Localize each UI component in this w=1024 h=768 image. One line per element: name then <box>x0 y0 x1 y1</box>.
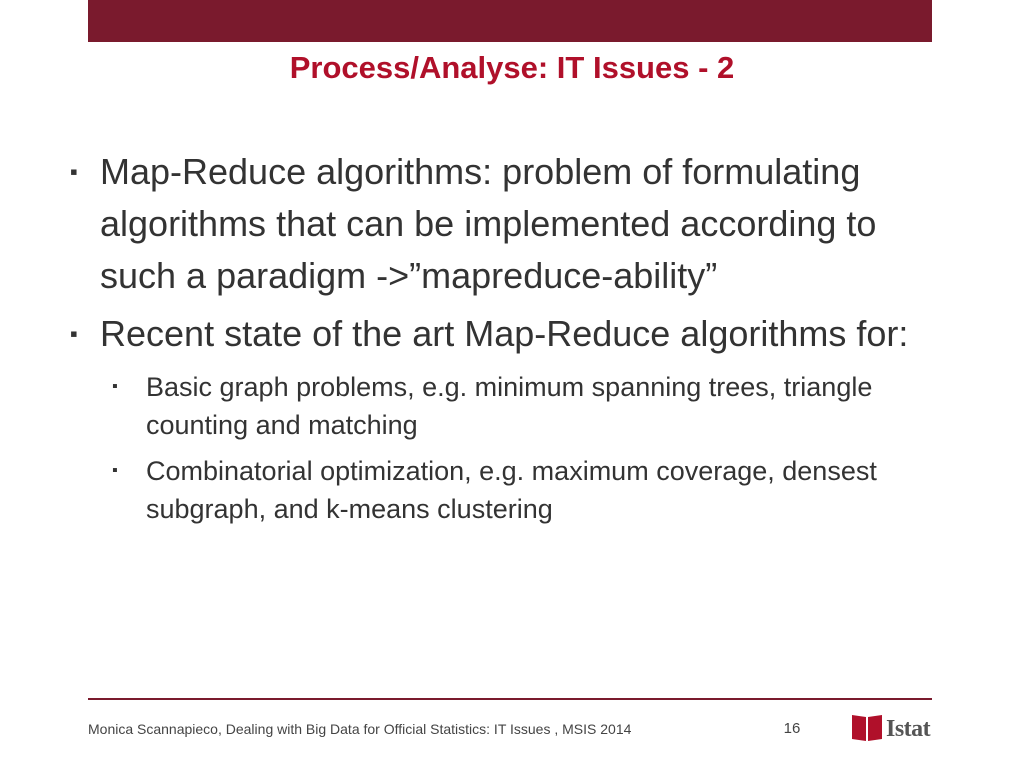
sub-bullet-item <box>100 368 962 444</box>
top-accent-bar <box>88 0 932 42</box>
bullet-item <box>62 308 962 360</box>
bullet-text: Recent state of the art Map-Reduce algorithms for: <box>100 313 909 354</box>
bullet-item <box>62 146 962 302</box>
bullet-list <box>62 146 962 528</box>
istat-logo <box>852 715 934 743</box>
square-bullet-icon: ▪ <box>112 378 118 395</box>
sub-bullet-item <box>100 452 962 528</box>
footer-divider <box>88 698 932 700</box>
footer-citation: Monica Scannapieco, Dealing with Big Data for Official Statistics: IT Issues , MSIS 2014 <box>88 721 632 737</box>
sub-bullet-text: Basic graph problems, e.g. minimum spanning trees, triangle counting and matching <box>146 372 873 440</box>
square-bullet-icon: ▪ <box>112 462 118 479</box>
bullet-text: Map-Reduce algorithms: problem of formulating algorithms that can be implemented according to such a paradigm ->”mapreduce-ability” <box>100 151 877 296</box>
sub-bullet-text: Combinatorial optimization, e.g. maximum coverage, densest subgraph, and k-means clustering <box>146 456 877 524</box>
square-bullet-icon: ▪ <box>70 159 78 184</box>
istat-logo-icon <box>852 716 884 742</box>
logo-text: Istat <box>886 716 931 742</box>
square-bullet-icon: ▪ <box>70 321 78 346</box>
slide-title: Process/Analyse: IT Issues - 2 <box>289 50 735 85</box>
page-number: 16 <box>783 720 801 737</box>
